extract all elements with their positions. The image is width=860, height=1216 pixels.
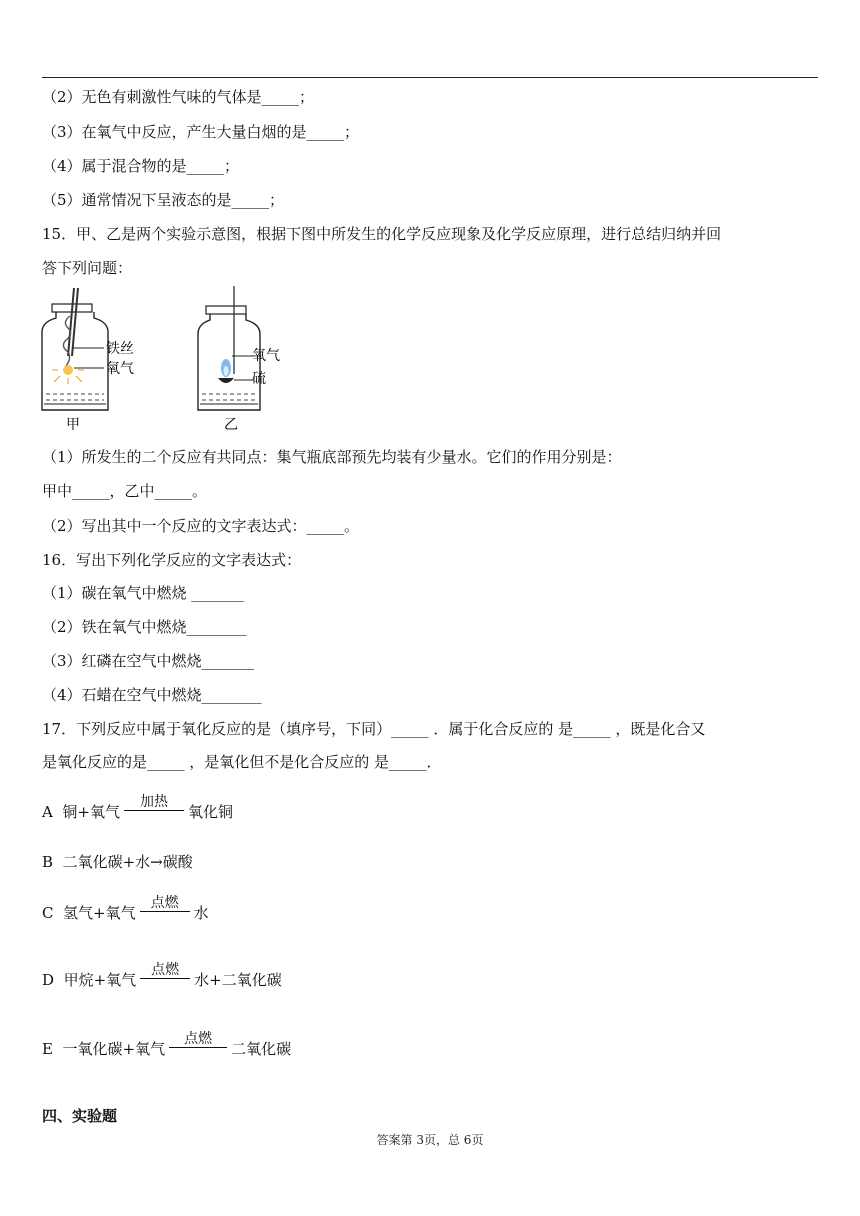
- q17-option-d: [42, 962, 282, 990]
- reaction-arrow: [124, 794, 184, 812]
- q16-stem: 16．写出下列化学反应的文字表达式：: [42, 551, 302, 569]
- jar-yi: [198, 286, 260, 410]
- products: 二氧化碳: [231, 1040, 292, 1058]
- q14-item-5: （5）通常情况下呈液态的是_____；: [42, 191, 285, 209]
- reactants: 铜+氧气: [62, 803, 120, 821]
- products: 水: [193, 904, 209, 922]
- q15-sub1-line2: 甲中_____，乙中_____。: [42, 482, 208, 500]
- option-letter: C: [42, 904, 54, 922]
- q16-item-4: （4）石蜡在空气中燃烧________: [42, 686, 262, 704]
- option-letter: E: [42, 1040, 53, 1058]
- reaction-condition: 点燃: [150, 895, 179, 911]
- label-tiesi: 铁丝: [106, 341, 134, 357]
- q16-item-2: （2）铁在氧气中燃烧________: [42, 618, 247, 636]
- q16-item-1: （1）碳在氧气中燃烧 _______: [42, 584, 244, 602]
- q17-stem-line2: 是氧化反应的是_____ ，是氧化但不是化合反应的 是_____．: [42, 753, 442, 771]
- q17-stem-line1: 17．下列反应中属于氧化反应的是（填序号，下同）_____ ．属于化合反应的 是_____ ，既是化合又: [42, 720, 706, 738]
- reaction-condition: 加热: [139, 794, 168, 810]
- option-letter: B: [42, 853, 54, 871]
- header-rule: [42, 77, 818, 78]
- jar-jia: [42, 288, 108, 410]
- reaction-condition: 点燃: [184, 1031, 213, 1047]
- q17-option-c: [42, 895, 209, 923]
- reactants: 甲烷+氧气: [63, 971, 137, 989]
- label-yangqi-right: 氧气: [252, 348, 280, 364]
- reactants: 氢气+氧气: [63, 904, 136, 922]
- reaction-condition: 点燃: [151, 962, 180, 978]
- q16-item-3: （3）红磷在空气中燃烧_______: [42, 652, 255, 670]
- experiment-diagram: [38, 286, 308, 436]
- q14-item-3: （3）在氧气中反应，产生大量白烟的是_____；: [42, 123, 360, 141]
- q15-sub1-line1: （1）所发生的二个反应有共同点：集气瓶底部预先均装有少量水。它们的作用分别是：: [42, 448, 622, 466]
- label-jia: 甲: [66, 417, 80, 433]
- products: 水+二氧化碳: [194, 971, 282, 989]
- q17-option-e: [42, 1031, 292, 1059]
- experiment-figure: [38, 286, 308, 440]
- reaction-arrow: [140, 895, 190, 913]
- q17-option-b: [42, 852, 193, 872]
- reaction-arrow: [140, 962, 190, 980]
- q14-item-2: （2）无色有刺激性气味的气体是_____；: [42, 88, 315, 106]
- q15-stem-line1: 15．甲、乙是两个实验示意图，根据下图中所发生的化学反应现象及化学反应原理，进行总结归纳并回: [42, 225, 722, 243]
- option-letter: A: [42, 803, 53, 821]
- label-liu: 硫: [252, 371, 266, 387]
- q15-stem-line2: 答下列问题：: [42, 259, 133, 277]
- equation-text: 二氧化碳+水→碳酸: [62, 853, 193, 871]
- section-title: 四、实验题: [42, 1107, 118, 1125]
- q14-item-4: （4）属于混合物的是_____；: [42, 157, 240, 175]
- label-yi: 乙: [224, 417, 238, 433]
- reaction-arrow: [169, 1031, 227, 1049]
- page-footer: 答案第 3页，总 6页: [376, 1133, 484, 1147]
- reactants: 一氧化碳+氧气: [62, 1040, 166, 1058]
- label-yangqi-left: 氧气: [106, 361, 134, 377]
- q17-option-a: [42, 794, 233, 822]
- products: 氧化铜: [187, 803, 233, 821]
- q15-sub2: （2）写出其中一个反应的文字表达式：_____。: [42, 517, 360, 535]
- option-letter: D: [42, 971, 55, 989]
